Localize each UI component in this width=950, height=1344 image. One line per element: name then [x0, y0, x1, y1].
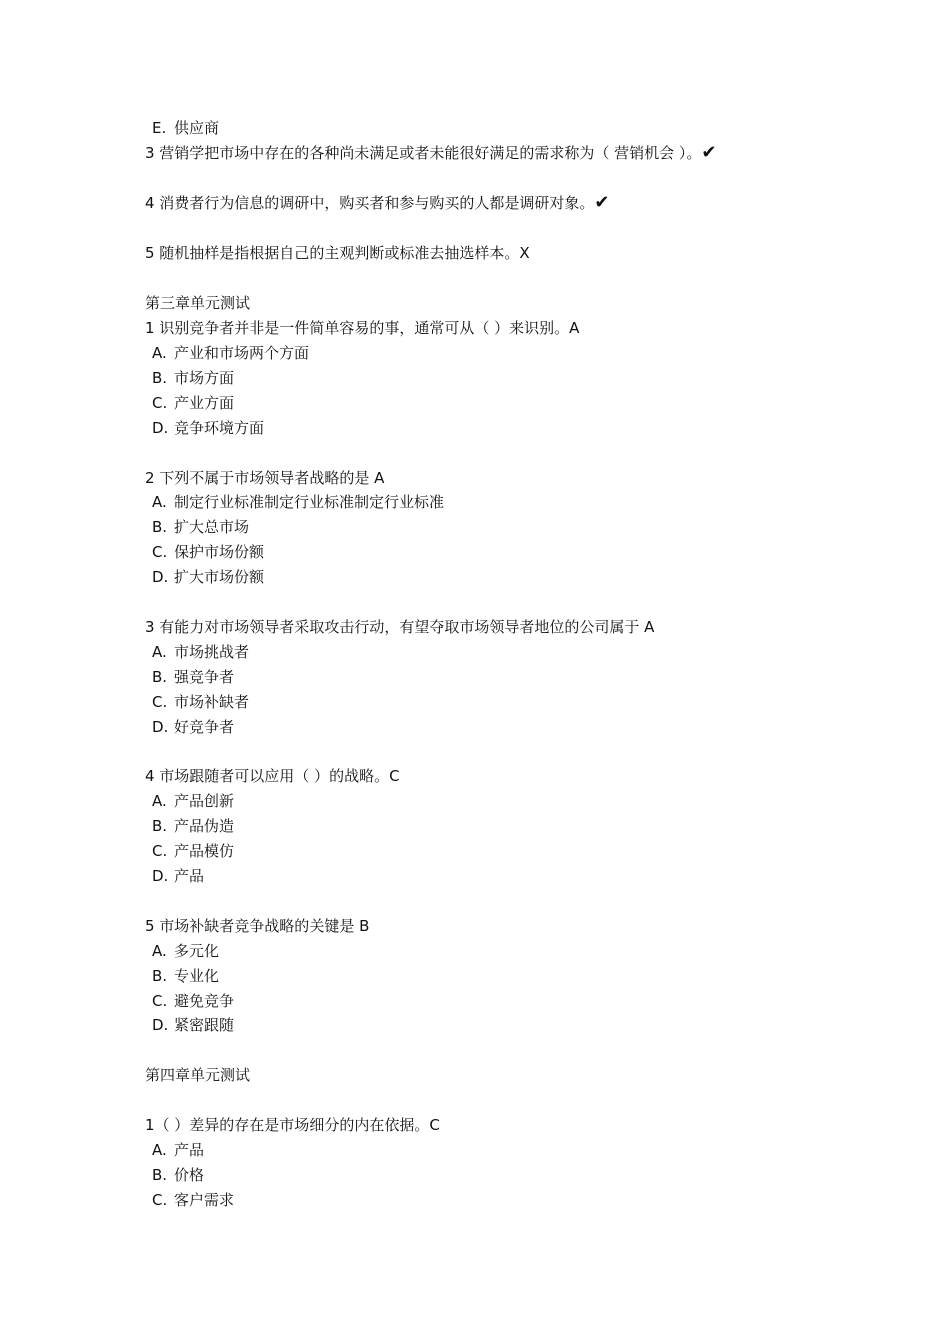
option-letter: B. [152, 967, 168, 985]
option-text: 产品伪造 [174, 817, 235, 835]
ch3-q4-option-b [152, 814, 234, 838]
option-text: 产品 [174, 1141, 205, 1159]
option-text: 竞争环境方面 [174, 419, 265, 437]
option-letter: A. [152, 942, 167, 960]
option-text: 紧密跟随 [174, 1016, 235, 1034]
ch3-q3-option-b [152, 665, 234, 689]
question-3-marketing-opportunity [145, 141, 716, 165]
option-text: 市场补缺者 [174, 693, 250, 711]
ch3-q3-option-c [152, 690, 249, 714]
option-letter: A. [152, 1141, 167, 1159]
option-e-supplier [152, 116, 219, 140]
option-letter: C. [152, 693, 168, 711]
option-letter: C. [152, 394, 168, 412]
option-letter: B. [152, 369, 168, 387]
option-text: 价格 [174, 1166, 205, 1184]
option-letter: B. [152, 668, 168, 686]
option-text: 产业方面 [174, 394, 235, 412]
option-letter: B. [152, 518, 168, 536]
check-icon: ✔ [594, 192, 610, 213]
option-letter: D. [152, 867, 169, 885]
ch3-q2-option-d [152, 565, 264, 589]
ch3-q2-option-b [152, 515, 249, 539]
chapter-4-heading: 第四章单元测试 [145, 1066, 251, 1084]
question-text: 3 营销学把市场中存在的各种尚未满足或者未能很好满足的需求称为（ 营销机会 ）。 [145, 144, 702, 162]
ch3-question-3: 3 有能力对市场领导者采取攻击行动，有望夺取市场领导者地位的公司属于 A [145, 618, 655, 636]
option-text: 扩大总市场 [174, 518, 250, 536]
question-text: 4 消费者行为信息的调研中，购买者和参与购买的人都是调研对象。 [145, 194, 595, 212]
option-text: 市场挑战者 [174, 643, 250, 661]
question-4-consumer-behavior [145, 191, 609, 215]
option-letter: D. [152, 568, 169, 586]
ch3-q1-option-c [152, 391, 234, 415]
option-letter: D. [152, 419, 169, 437]
option-text: 产品模仿 [174, 842, 235, 860]
ch3-q2-option-a [152, 490, 444, 514]
option-text: 产业和市场两个方面 [174, 344, 310, 362]
option-text: 保护市场份额 [174, 543, 265, 561]
option-letter: B. [152, 817, 168, 835]
ch3-q1-option-d [152, 416, 264, 440]
check-icon: ✔ [701, 142, 717, 163]
option-letter: B. [152, 1166, 168, 1184]
ch3-q3-option-d [152, 715, 234, 739]
option-letter: D. [152, 718, 169, 736]
option-text: 扩大市场份额 [174, 568, 265, 586]
option-letter: A. [152, 792, 167, 810]
ch3-question-1: 1 识别竞争者并非是一件简单容易的事，通常可从（ ）来识别。A [145, 319, 580, 337]
ch3-q5-option-b [152, 964, 219, 988]
ch3-q4-option-d [152, 864, 204, 888]
option-text: 多元化 [174, 942, 220, 960]
ch3-q1-option-b [152, 366, 234, 390]
ch3-q4-option-c [152, 839, 234, 863]
option-letter: C. [152, 543, 168, 561]
ch4-question-1: 1（ ）差异的存在是市场细分的内在依据。C [145, 1116, 440, 1134]
ch4-q1-option-c [152, 1188, 234, 1212]
option-text: 强竞争者 [174, 668, 235, 686]
question-5-random-sampling: 5 随机抽样是指根据自己的主观判断或标准去抽选样本。X [145, 244, 530, 262]
option-text: 专业化 [174, 967, 220, 985]
ch3-question-5: 5 市场补缺者竞争战略的关键是 B [145, 917, 370, 935]
ch3-q1-option-a [152, 341, 309, 365]
ch3-question-2: 2 下列不属于市场领导者战略的是 A [145, 469, 385, 487]
ch4-q1-option-b [152, 1163, 204, 1187]
ch3-q3-option-a [152, 640, 249, 664]
option-text: 避免竞争 [174, 992, 235, 1010]
option-text: 供应商 [174, 119, 220, 137]
chapter-3-heading: 第三章单元测试 [145, 294, 251, 312]
option-letter: D. [152, 1016, 169, 1034]
option-letter: A. [152, 643, 167, 661]
option-letter: C. [152, 842, 168, 860]
option-letter: A. [152, 344, 167, 362]
option-letter: A. [152, 493, 167, 511]
option-text: 制定行业标准制定行业标准制定行业标准 [174, 493, 445, 511]
option-letter: C. [152, 1191, 168, 1209]
option-text: 好竞争者 [174, 718, 235, 736]
ch4-q1-option-a [152, 1138, 204, 1162]
option-text: 产品 [174, 867, 205, 885]
ch3-q2-option-c [152, 540, 264, 564]
ch3-q5-option-c [152, 989, 234, 1013]
option-letter: E. [152, 119, 167, 137]
option-text: 客户需求 [174, 1191, 235, 1209]
ch3-q4-option-a [152, 789, 234, 813]
ch3-q5-option-a [152, 939, 219, 963]
option-text: 产品创新 [174, 792, 235, 810]
option-letter: C. [152, 992, 168, 1010]
ch3-q5-option-d [152, 1013, 234, 1037]
ch3-question-4: 4 市场跟随者可以应用（ ）的战略。C [145, 767, 400, 785]
option-text: 市场方面 [174, 369, 235, 387]
